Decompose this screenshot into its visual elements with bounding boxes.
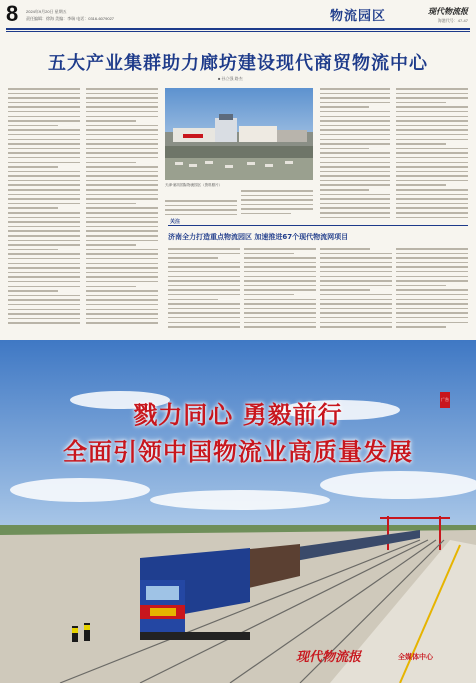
text-line bbox=[86, 309, 158, 311]
text-line bbox=[86, 240, 158, 242]
text-line bbox=[86, 162, 136, 164]
text-line bbox=[8, 129, 80, 131]
text-line bbox=[320, 271, 392, 273]
text-line bbox=[396, 271, 468, 273]
text-line bbox=[320, 184, 390, 186]
text-line bbox=[8, 175, 80, 177]
text-line bbox=[396, 97, 468, 99]
text-line bbox=[86, 166, 158, 168]
text-line bbox=[86, 111, 158, 113]
text-line bbox=[86, 304, 158, 306]
text-line bbox=[168, 271, 240, 273]
text-line bbox=[320, 203, 390, 205]
text-line bbox=[244, 276, 316, 278]
text-line bbox=[396, 139, 468, 141]
text-line bbox=[244, 322, 316, 324]
text-line bbox=[165, 200, 237, 202]
text-line bbox=[396, 253, 468, 255]
text-column-7 bbox=[168, 248, 240, 332]
text-line bbox=[165, 205, 237, 207]
text-line bbox=[244, 285, 316, 287]
brand-subtitle: 全媒体中心 bbox=[398, 654, 433, 661]
text-line bbox=[244, 289, 316, 291]
text-column-2 bbox=[86, 88, 158, 330]
text-line bbox=[320, 157, 390, 159]
text-line bbox=[8, 203, 80, 205]
text-line bbox=[320, 97, 390, 99]
text-line bbox=[8, 93, 80, 95]
text-line bbox=[8, 281, 80, 283]
text-line bbox=[396, 212, 468, 214]
text-line bbox=[168, 266, 240, 268]
text-line bbox=[86, 152, 158, 154]
text-line bbox=[86, 134, 158, 136]
text-line bbox=[8, 180, 80, 182]
text-line bbox=[320, 189, 369, 191]
text-line bbox=[320, 88, 390, 90]
text-line bbox=[8, 184, 80, 186]
text-line bbox=[320, 248, 370, 250]
text-line bbox=[86, 286, 136, 288]
text-line bbox=[241, 195, 313, 197]
text-line bbox=[396, 285, 446, 287]
text-line bbox=[320, 162, 390, 164]
text-line bbox=[86, 272, 158, 274]
text-line bbox=[320, 317, 392, 319]
text-line bbox=[86, 249, 158, 251]
text-line bbox=[86, 97, 158, 99]
text-line bbox=[168, 303, 240, 305]
text-line bbox=[396, 106, 468, 108]
text-line bbox=[8, 221, 80, 223]
text-line bbox=[168, 317, 240, 319]
text-line bbox=[168, 299, 218, 301]
text-line bbox=[168, 308, 240, 310]
text-line bbox=[8, 267, 80, 269]
text-line bbox=[8, 162, 80, 164]
text-line bbox=[320, 111, 390, 113]
text-line bbox=[396, 125, 468, 127]
text-line bbox=[86, 184, 158, 186]
text-line bbox=[244, 271, 316, 273]
text-line bbox=[165, 209, 237, 211]
article-headline: 五大产业集群助力廊坊建设现代商贸物流中心 bbox=[48, 53, 428, 74]
text-line bbox=[396, 180, 468, 182]
text-line bbox=[86, 235, 158, 237]
text-line bbox=[396, 299, 468, 301]
text-line bbox=[8, 166, 58, 168]
text-line bbox=[244, 308, 316, 310]
text-line bbox=[320, 217, 390, 219]
text-line bbox=[86, 93, 158, 95]
text-line bbox=[8, 102, 80, 104]
text-line bbox=[8, 309, 80, 311]
text-line bbox=[396, 157, 468, 159]
text-line bbox=[86, 281, 158, 283]
brand-logo: 现代物流报 bbox=[296, 650, 362, 665]
text-line bbox=[396, 120, 468, 122]
text-line bbox=[396, 262, 468, 264]
photo-caption: 天津·廊坊国际物流园区（资料照片） bbox=[165, 183, 223, 187]
text-line bbox=[244, 280, 316, 282]
text-line bbox=[320, 280, 392, 282]
text-line bbox=[86, 276, 158, 278]
text-line bbox=[168, 248, 240, 250]
text-line bbox=[396, 148, 468, 150]
text-line bbox=[320, 312, 392, 314]
text-line bbox=[168, 285, 240, 287]
freight-train-photo bbox=[0, 340, 476, 683]
text-line bbox=[244, 248, 316, 250]
text-line bbox=[396, 308, 468, 310]
text-line bbox=[320, 207, 390, 209]
text-line bbox=[320, 116, 390, 118]
text-line bbox=[396, 88, 468, 90]
text-line bbox=[241, 199, 313, 201]
text-line bbox=[8, 304, 80, 306]
text-line bbox=[8, 198, 80, 200]
text-line bbox=[8, 235, 80, 237]
text-line bbox=[241, 208, 313, 210]
text-line bbox=[86, 253, 158, 255]
text-line bbox=[8, 143, 80, 145]
page-number: 8 bbox=[6, 1, 19, 26]
text-line bbox=[86, 194, 158, 196]
text-line bbox=[320, 120, 390, 122]
text-line bbox=[86, 230, 158, 232]
text-line bbox=[165, 214, 237, 216]
text-line bbox=[244, 317, 316, 319]
text-column-6 bbox=[396, 88, 468, 222]
section-title: 物流园区 bbox=[329, 9, 386, 24]
text-line bbox=[396, 312, 468, 314]
text-line bbox=[168, 312, 240, 314]
text-line bbox=[86, 244, 136, 246]
text-line bbox=[8, 226, 80, 228]
text-line bbox=[320, 134, 390, 136]
text-line bbox=[396, 102, 446, 104]
article-byline: ■ 孙立强 路杰 bbox=[218, 76, 243, 81]
text-line bbox=[8, 295, 80, 297]
text-line bbox=[320, 262, 392, 264]
text-line bbox=[8, 286, 80, 288]
text-line bbox=[168, 276, 240, 278]
text-line bbox=[86, 295, 158, 297]
text-line bbox=[320, 93, 390, 95]
text-line bbox=[396, 93, 468, 95]
text-line bbox=[244, 253, 294, 255]
header-rule-thin bbox=[6, 31, 470, 32]
text-line bbox=[8, 88, 80, 90]
text-line bbox=[86, 189, 158, 191]
text-line bbox=[8, 276, 80, 278]
text-line bbox=[244, 262, 316, 264]
text-line bbox=[396, 116, 468, 118]
text-line bbox=[396, 134, 468, 136]
text-line bbox=[8, 152, 80, 154]
text-line bbox=[320, 106, 369, 108]
text-line bbox=[8, 263, 80, 265]
text-line bbox=[244, 312, 316, 314]
text-line bbox=[8, 217, 80, 219]
text-column-8 bbox=[244, 248, 316, 332]
text-line bbox=[8, 230, 80, 232]
text-line bbox=[86, 198, 158, 200]
text-line bbox=[86, 175, 158, 177]
text-line bbox=[86, 226, 158, 228]
text-line bbox=[86, 106, 158, 108]
text-line bbox=[320, 166, 390, 168]
text-line bbox=[244, 294, 294, 296]
text-line bbox=[8, 139, 80, 141]
text-line bbox=[396, 162, 468, 164]
text-line bbox=[8, 194, 80, 196]
text-line bbox=[8, 148, 80, 150]
text-line bbox=[8, 253, 80, 255]
article2-subheadline: 济南全力打造重点物流园区 加速推进67个现代物流网项目 bbox=[168, 233, 349, 241]
text-line bbox=[244, 299, 316, 301]
text-line bbox=[8, 322, 80, 324]
text-line bbox=[8, 125, 58, 127]
masthead-logo: 现代物流报 bbox=[428, 6, 468, 16]
masthead-sub: 海港代号：47-47 bbox=[437, 18, 468, 23]
text-line bbox=[320, 299, 392, 301]
text-line bbox=[8, 318, 80, 320]
text-line bbox=[244, 257, 316, 259]
text-line bbox=[8, 171, 80, 173]
text-line bbox=[396, 217, 468, 219]
text-line bbox=[168, 294, 240, 296]
text-line bbox=[8, 157, 80, 159]
text-line bbox=[8, 258, 80, 260]
text-line bbox=[396, 289, 468, 291]
text-line bbox=[396, 266, 468, 268]
slogan-line-2: 全面引领中国物流业高质量发展 bbox=[63, 438, 413, 466]
text-line bbox=[86, 88, 158, 90]
text-line bbox=[396, 129, 468, 131]
text-line bbox=[396, 194, 468, 196]
side-tag: 广告 bbox=[440, 392, 450, 408]
section-tag: 关注 bbox=[170, 219, 181, 225]
text-line bbox=[8, 272, 80, 274]
text-line bbox=[168, 289, 240, 291]
text-line bbox=[8, 207, 58, 209]
text-line bbox=[320, 326, 392, 328]
text-line bbox=[86, 299, 158, 301]
text-line bbox=[86, 116, 158, 118]
text-line bbox=[320, 308, 392, 310]
text-line bbox=[320, 171, 390, 173]
text-line bbox=[320, 294, 392, 296]
text-line bbox=[396, 152, 468, 154]
text-line bbox=[86, 143, 158, 145]
text-line bbox=[86, 171, 158, 173]
text-line bbox=[86, 180, 158, 182]
text-line bbox=[86, 203, 136, 205]
text-line bbox=[320, 180, 390, 182]
text-line bbox=[8, 240, 80, 242]
text-line bbox=[168, 280, 240, 282]
text-line bbox=[320, 148, 369, 150]
text-line bbox=[320, 212, 390, 214]
text-line bbox=[320, 102, 390, 104]
text-line bbox=[86, 217, 158, 219]
text-line bbox=[396, 276, 468, 278]
text-line bbox=[320, 257, 392, 259]
text-line bbox=[8, 116, 80, 118]
text-line bbox=[396, 143, 446, 145]
text-line bbox=[320, 152, 390, 154]
text-line bbox=[244, 266, 316, 268]
text-line bbox=[8, 290, 58, 292]
text-line bbox=[396, 294, 468, 296]
text-line bbox=[8, 189, 80, 191]
text-line bbox=[8, 244, 80, 246]
text-line bbox=[241, 213, 291, 215]
text-line bbox=[8, 111, 80, 113]
text-line bbox=[320, 175, 390, 177]
text-line bbox=[86, 263, 158, 265]
text-line bbox=[396, 111, 468, 113]
text-line bbox=[396, 317, 468, 319]
text-line bbox=[8, 97, 80, 99]
text-line bbox=[396, 189, 468, 191]
text-line bbox=[86, 212, 158, 214]
text-line bbox=[86, 207, 158, 209]
text-line bbox=[396, 207, 468, 209]
text-line bbox=[86, 120, 136, 122]
text-line bbox=[396, 166, 468, 168]
text-line bbox=[244, 326, 316, 328]
text-line bbox=[320, 266, 392, 268]
text-line bbox=[86, 313, 158, 315]
text-line bbox=[320, 303, 392, 305]
slogan-line-1: 戮力同心 勇毅前行 bbox=[133, 401, 343, 429]
text-line bbox=[86, 322, 158, 324]
text-line bbox=[86, 290, 158, 292]
text-line bbox=[320, 129, 390, 131]
text-line bbox=[8, 120, 80, 122]
text-line bbox=[241, 204, 313, 206]
text-column-10 bbox=[396, 248, 468, 332]
editor-line: 责任编辑：徐海 美编：李瑞 电话：0316-6079027 bbox=[26, 16, 115, 21]
text-line bbox=[396, 322, 468, 324]
text-column-5 bbox=[320, 88, 390, 222]
text-line bbox=[8, 106, 80, 108]
text-line bbox=[168, 262, 240, 264]
text-column-9 bbox=[320, 248, 392, 332]
text-line bbox=[168, 322, 240, 324]
text-line bbox=[320, 276, 392, 278]
text-line bbox=[396, 198, 468, 200]
text-line bbox=[86, 102, 158, 104]
text-line bbox=[396, 248, 468, 250]
text-column-4 bbox=[241, 190, 313, 222]
text-column-1 bbox=[8, 88, 80, 330]
text-line bbox=[86, 267, 158, 269]
text-line bbox=[8, 249, 58, 251]
text-line bbox=[320, 143, 390, 145]
text-line bbox=[396, 184, 446, 186]
text-line bbox=[244, 303, 316, 305]
text-line bbox=[86, 157, 158, 159]
text-line bbox=[8, 212, 80, 214]
header-rule bbox=[6, 28, 470, 30]
text-line bbox=[320, 253, 392, 255]
text-line bbox=[396, 303, 468, 305]
text-line bbox=[86, 148, 158, 150]
text-line bbox=[168, 326, 240, 328]
text-line bbox=[8, 134, 80, 136]
text-line bbox=[86, 129, 158, 131]
text-line bbox=[396, 326, 446, 328]
text-line bbox=[86, 221, 158, 223]
text-line bbox=[320, 194, 390, 196]
article2-rule bbox=[168, 225, 468, 226]
text-line bbox=[320, 285, 392, 287]
text-line bbox=[396, 280, 468, 282]
text-line bbox=[320, 289, 370, 291]
text-line bbox=[8, 299, 80, 301]
text-line bbox=[241, 190, 313, 192]
text-line bbox=[396, 203, 468, 205]
text-line bbox=[320, 322, 392, 324]
text-line bbox=[86, 125, 158, 127]
text-line bbox=[320, 125, 390, 127]
text-line bbox=[396, 171, 468, 173]
text-line bbox=[8, 313, 80, 315]
text-line bbox=[86, 139, 158, 141]
text-line bbox=[86, 258, 158, 260]
text-line bbox=[168, 257, 218, 259]
logistics-park-photo bbox=[165, 88, 313, 180]
date-line: 2024年9月20日 星期五 bbox=[26, 9, 67, 14]
text-line bbox=[320, 198, 390, 200]
text-line bbox=[86, 318, 158, 320]
text-line bbox=[396, 257, 468, 259]
text-line bbox=[396, 175, 468, 177]
text-line bbox=[320, 139, 390, 141]
text-line bbox=[168, 253, 240, 255]
